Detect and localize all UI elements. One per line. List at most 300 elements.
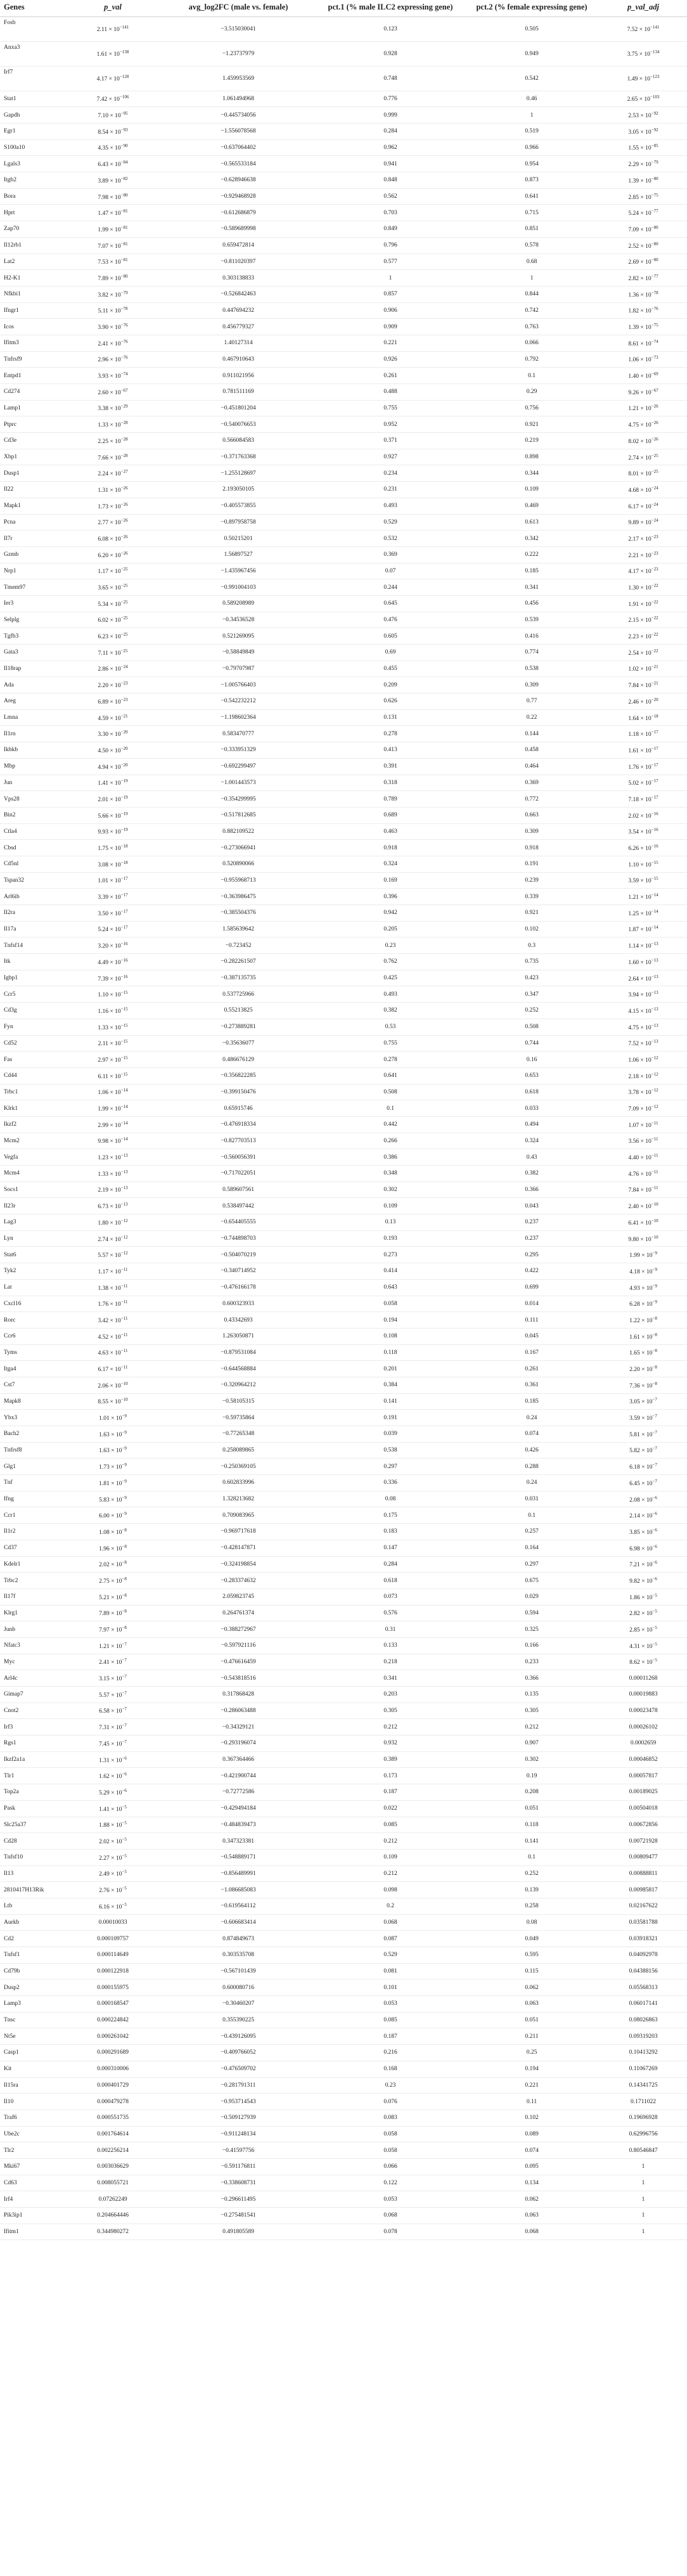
p-val-cell: $5.24 \times 10^{-17}$	[66, 921, 160, 937]
table-row	[0, 91, 687, 107]
p-val-cell: $5.11 \times 10^{-78}$	[66, 302, 160, 319]
p-val-cell: $2.11 \times 10^{-141}$	[66, 16, 160, 41]
table-row	[0, 1344, 687, 1361]
gene-cell: Stat6	[0, 1247, 66, 1263]
p-val-cell: $1.76 \times 10^{-11}$	[66, 1296, 160, 1312]
pct2-cell: 0.309	[464, 823, 600, 840]
avg-log2fc-cell: 1.061494968	[160, 91, 317, 107]
gene-cell: Il23r	[0, 1198, 66, 1214]
gene-cell: Il2ra	[0, 905, 66, 922]
p-val-cell: 0.00010033	[66, 1914, 160, 1931]
pct1-cell: 0.23	[317, 937, 464, 954]
header-pct1: pct.1 (% male ILC2 expressing gene)	[317, 0, 464, 16]
table-row	[0, 107, 687, 124]
avg-log2fc-cell: −0.606683414	[160, 1914, 317, 1931]
avg-log2fc-cell: −0.293196074	[160, 1736, 317, 1752]
table-row	[0, 937, 687, 954]
avg-log2fc-cell: −0.504070219	[160, 1247, 317, 1263]
p-val-cell: $7.39 \times 10^{-16}$	[66, 970, 160, 986]
avg-log2fc-cell: −0.953714543	[160, 2094, 317, 2110]
p-val-adj-cell: 0.19696928	[600, 2109, 687, 2126]
gene-cell: Zap70	[0, 221, 66, 238]
pct1-cell: 0.201	[317, 1361, 464, 1377]
pct1-cell: 0.169	[317, 872, 464, 889]
p-val-cell: $1.63 \times 10^{-9}$	[66, 1426, 160, 1443]
pct1-cell: 0.123	[317, 16, 464, 41]
p-val-cell: $1.33 \times 10^{-28}$	[66, 416, 160, 433]
table-row	[0, 954, 687, 970]
p-val-cell: $2.75 \times 10^{-8}$	[66, 1573, 160, 1589]
pct1-cell: 0.389	[317, 1751, 464, 1768]
pct2-cell: 0.538	[464, 660, 600, 677]
avg-log2fc-cell: −0.363986475	[160, 889, 317, 905]
table-row	[0, 1393, 687, 1410]
avg-log2fc-cell: −0.540076653	[160, 416, 317, 433]
avg-log2fc-cell: −0.421900744	[160, 1768, 317, 1784]
table-row	[0, 41, 687, 66]
pct2-cell: 0.239	[464, 872, 600, 889]
gene-cell: Il1rn	[0, 726, 66, 742]
gene-cell: Lamp3	[0, 1996, 66, 2012]
gene-cell: Nt5e	[0, 2028, 66, 2045]
avg-log2fc-cell: −0.897958758	[160, 514, 317, 531]
pct1-cell: 0.748	[317, 66, 464, 91]
p-val-adj-cell: $8.62 \times 10^{-5}$	[600, 1654, 687, 1670]
p-val-cell: $8.55 \times 10^{-10}$	[66, 1393, 160, 1410]
pct2-cell: 0.594	[464, 1605, 600, 1621]
pct1-cell: 0.386	[317, 1149, 464, 1166]
table-row	[0, 2061, 687, 2077]
pct2-cell: 0.257	[464, 1524, 600, 1540]
pct2-cell: 0.344	[464, 465, 600, 482]
table-row	[0, 791, 687, 808]
p-val-cell: $2.24 \times 10^{-27}$	[66, 465, 160, 482]
pct2-cell: 0.508	[464, 1019, 600, 1035]
avg-log2fc-cell: 0.520890066	[160, 856, 317, 872]
pct1-cell: 0.382	[317, 1003, 464, 1019]
p-val-adj-cell: $7.18 \times 10^{-17}$	[600, 791, 687, 808]
gene-cell: Mki67	[0, 2158, 66, 2175]
pct1-cell: 0.261	[317, 368, 464, 384]
avg-log2fc-cell: −0.58849849	[160, 645, 317, 661]
p-val-adj-cell: $7.52 \times 10^{-13}$	[600, 1035, 687, 1052]
pct2-cell: 0.382	[464, 1166, 600, 1182]
p-val-cell: $1.06 \times 10^{-14}$	[66, 1084, 160, 1100]
p-val-cell: $6.08 \times 10^{-26}$	[66, 531, 160, 547]
table-row	[0, 1426, 687, 1443]
avg-log2fc-cell: −0.476918334	[160, 1116, 317, 1133]
table-row	[0, 1182, 687, 1198]
avg-log2fc-cell: −0.388272967	[160, 1621, 317, 1638]
table-row	[0, 2094, 687, 2110]
pct1-cell: 0.221	[317, 335, 464, 351]
p-val-cell: 0.000224842	[66, 2012, 160, 2028]
p-val-adj-cell: $6.45 \times 10^{-7}$	[600, 1475, 687, 1491]
pct1-cell: 0.058	[317, 1296, 464, 1312]
p-val-adj-cell: 0.00504018	[600, 1800, 687, 1817]
pct2-cell: 0.324	[464, 1133, 600, 1149]
table-row	[0, 709, 687, 726]
pct1-cell: 0.058	[317, 2126, 464, 2142]
table-row	[0, 237, 687, 254]
pct1-cell: 0.205	[317, 921, 464, 937]
pct1-cell: 0.776	[317, 91, 464, 107]
pct1-cell: 0.529	[317, 1947, 464, 1964]
pct2-cell: 1	[464, 107, 600, 124]
gene-cell: Junb	[0, 1621, 66, 1638]
avg-log2fc-cell: −0.59735864	[160, 1410, 317, 1426]
p-val-cell: 0.000401729	[66, 2077, 160, 2094]
p-val-cell: $1.63 \times 10^{-9}$	[66, 1442, 160, 1459]
p-val-cell: $3.30 \times 10^{-20}$	[66, 726, 160, 742]
avg-log2fc-cell: −0.644568884	[160, 1361, 317, 1377]
avg-log2fc-cell: −0.354299995	[160, 791, 317, 808]
pct1-cell: 0.928	[317, 41, 464, 66]
avg-log2fc-cell: 0.55213825	[160, 1003, 317, 1019]
table-row	[0, 1279, 687, 1296]
gene-cell: Cd274	[0, 384, 66, 401]
p-val-cell: $7.10 \times 10^{-95}$	[66, 107, 160, 124]
pct2-cell: 0.109	[464, 482, 600, 498]
pct2-cell: 0.325	[464, 1621, 600, 1638]
p-val-cell: $1.17 \times 10^{-25}$	[66, 563, 160, 579]
avg-log2fc-cell: −0.591176811	[160, 2158, 317, 2175]
pct1-cell: 0.755	[317, 1035, 464, 1052]
p-val-cell: $1.10 \times 10^{-15}$	[66, 986, 160, 1003]
p-val-cell: $1.81 \times 10^{-9}$	[66, 1475, 160, 1491]
table-row	[0, 905, 687, 922]
pct1-cell: 0.999	[317, 107, 464, 124]
gene-cell: Arl4c	[0, 1670, 66, 1687]
pct1-cell: 0.234	[317, 465, 464, 482]
gene-cell: Tlr2	[0, 2142, 66, 2159]
gene-cell: Bin2	[0, 807, 66, 823]
pct2-cell: 0.258	[464, 1898, 600, 1914]
avg-log2fc-cell: 0.50215201	[160, 531, 317, 547]
table-row	[0, 465, 687, 482]
avg-log2fc-cell: 2.193050105	[160, 482, 317, 498]
p-val-adj-cell: 0.02167622	[600, 1898, 687, 1914]
pct1-cell: 0.108	[317, 1328, 464, 1344]
p-val-adj-cell: $4.93 \times 10^{-9}$	[600, 1279, 687, 1296]
pct1-cell: 0.297	[317, 1459, 464, 1475]
avg-log2fc-cell: 0.467910643	[160, 351, 317, 368]
p-val-cell: $7.66 \times 10^{-28}$	[66, 449, 160, 465]
p-val-cell: $7.31 \times 10^{-7}$	[66, 1719, 160, 1736]
pct1-cell: 0.605	[317, 628, 464, 645]
table-row	[0, 986, 687, 1003]
gene-cell: Lmna	[0, 709, 66, 726]
avg-log2fc-cell: −0.589689998	[160, 221, 317, 238]
avg-log2fc-cell: −0.405573855	[160, 498, 317, 514]
table-row	[0, 1035, 687, 1052]
p-val-adj-cell: 0.80546847	[600, 2142, 687, 2159]
pct1-cell: 0.848	[317, 172, 464, 189]
gene-cell: Fosb	[0, 16, 66, 41]
pct2-cell: 0.966	[464, 139, 600, 156]
p-val-adj-cell: $7.21 \times 10^{-6}$	[600, 1556, 687, 1573]
p-val-adj-cell: $7.52 \times 10^{-141}$	[600, 16, 687, 41]
p-val-cell: 0.008055721	[66, 2175, 160, 2191]
avg-log2fc-cell: −1.556078568	[160, 124, 317, 140]
pct2-cell: 0.29	[464, 384, 600, 401]
pct1-cell: 0.085	[317, 2012, 464, 2028]
p-val-adj-cell: $4.40 \times 10^{-11}$	[600, 1149, 687, 1166]
p-val-adj-cell: $1.10 \times 10^{-15}$	[600, 856, 687, 872]
p-val-cell: $4.35 \times 10^{-90}$	[66, 139, 160, 156]
p-val-adj-cell: $2.65 \times 10^{-103}$	[600, 91, 687, 107]
p-val-cell: $1.73 \times 10^{-9}$	[66, 1459, 160, 1475]
pct2-cell: 0.954	[464, 156, 600, 172]
gene-cell: Myc	[0, 1654, 66, 1670]
pct2-cell: 0.1	[464, 368, 600, 384]
gene-cell: Trbc1	[0, 1084, 66, 1100]
table-row	[0, 286, 687, 302]
p-val-cell: $1.23 \times 10^{-13}$	[66, 1149, 160, 1166]
gene-cell: Itga4	[0, 1361, 66, 1377]
gene-cell: Il17f	[0, 1588, 66, 1605]
gene-cell: Lyn	[0, 1230, 66, 1247]
p-val-adj-cell: $3.59 \times 10^{-7}$	[600, 1410, 687, 1426]
pct2-cell: 0.211	[464, 2028, 600, 2045]
gene-cell: Mapk8	[0, 1393, 66, 1410]
pct1-cell: 0.703	[317, 205, 464, 221]
avg-log2fc-cell: −0.250369105	[160, 1459, 317, 1475]
pct1-cell: 0.085	[317, 1817, 464, 1833]
header-genes: Genes	[0, 0, 66, 16]
p-val-cell: $1.01 \times 10^{-9}$	[66, 1410, 160, 1426]
table-row	[0, 563, 687, 579]
gene-cell: Tlr1	[0, 1768, 66, 1784]
table-row	[0, 970, 687, 986]
avg-log2fc-cell: 0.367364466	[160, 1751, 317, 1768]
avg-log2fc-cell: 0.355390225	[160, 2012, 317, 2028]
p-val-cell: $4.50 \times 10^{-20}$	[66, 742, 160, 759]
pct2-cell: 0.505	[464, 16, 600, 41]
gene-cell: Tnfsf1	[0, 1947, 66, 1964]
p-val-adj-cell: $4.75 \times 10^{-13}$	[600, 1019, 687, 1035]
gene-cell: Ifng	[0, 1491, 66, 1507]
avg-log2fc-cell: 0.566084583	[160, 433, 317, 449]
p-val-cell: $3.38 \times 10^{-29}$	[66, 400, 160, 416]
avg-log2fc-cell: −0.517812685	[160, 807, 317, 823]
p-val-cell: $3.93 \times 10^{-74}$	[66, 368, 160, 384]
table-row	[0, 1751, 687, 1768]
avg-log2fc-cell: −1.23737979	[160, 41, 317, 66]
pct2-cell: 0.095	[464, 2158, 600, 2175]
p-val-cell: 0.002256214	[66, 2142, 160, 2159]
p-val-cell: $7.98 \times 10^{-80}$	[66, 188, 160, 205]
table-row	[0, 1263, 687, 1280]
gene-cell: Cd5nl	[0, 856, 66, 872]
gene-cell: Irf4	[0, 2191, 66, 2208]
pct1-cell: 0.098	[317, 1882, 464, 1898]
p-val-adj-cell: $1.49 \times 10^{-123}$	[600, 66, 687, 91]
p-val-adj-cell: $2.29 \times 10^{-79}$	[600, 156, 687, 172]
gene-cell: Mapk1	[0, 498, 66, 514]
p-val-cell: $1.01 \times 10^{-17}$	[66, 872, 160, 889]
pct1-cell: 0.183	[317, 1524, 464, 1540]
p-val-cell: $2.99 \times 10^{-14}$	[66, 1116, 160, 1133]
avg-log2fc-cell: −0.476616459	[160, 1654, 317, 1670]
gene-cell: S100a10	[0, 139, 66, 156]
table-row	[0, 1654, 687, 1670]
gene-cell: Klrk1	[0, 1100, 66, 1117]
table-row	[0, 221, 687, 238]
avg-log2fc-cell: −0.811020397	[160, 254, 317, 270]
table-row	[0, 1882, 687, 1898]
pct1-cell: 0.23	[317, 2077, 464, 2094]
gene-cell: Lat	[0, 1279, 66, 1296]
pct2-cell: 0.873	[464, 172, 600, 189]
table-row	[0, 1980, 687, 1996]
pct1-cell: 0.081	[317, 1963, 464, 1980]
avg-log2fc-cell: 1.263050871	[160, 1328, 317, 1344]
pct2-cell: 0.675	[464, 1573, 600, 1589]
table-header-row	[0, 0, 687, 16]
p-val-adj-cell: 0.00057817	[600, 1768, 687, 1784]
pct2-cell: 0.115	[464, 1963, 600, 1980]
gene-cell: Pik3ip1	[0, 2208, 66, 2224]
pct2-cell: 0.458	[464, 742, 600, 759]
pct1-cell: 0.284	[317, 124, 464, 140]
table-row	[0, 2191, 687, 2208]
gene-cell: Cd52	[0, 1035, 66, 1052]
p-val-adj-cell: $5.81 \times 10^{-7}$	[600, 1426, 687, 1443]
p-val-cell: $6.00 \times 10^{-9}$	[66, 1507, 160, 1524]
pct1-cell: 0.341	[317, 1670, 464, 1687]
table-row	[0, 400, 687, 416]
p-val-adj-cell: $1.21 \times 10^{-26}$	[600, 400, 687, 416]
table-row	[0, 172, 687, 189]
pct2-cell: 0.68	[464, 254, 600, 270]
table-row	[0, 758, 687, 775]
pct1-cell: 0.909	[317, 319, 464, 335]
avg-log2fc-cell: −0.340714952	[160, 1263, 317, 1280]
avg-log2fc-cell: −0.612686879	[160, 205, 317, 221]
p-val-adj-cell: $3.05 \times 10^{-92}$	[600, 124, 687, 140]
gene-cell: Tyk2	[0, 1263, 66, 1280]
gene-cell: Areg	[0, 693, 66, 710]
p-val-adj-cell: 0.62996756	[600, 2126, 687, 2142]
table-row	[0, 302, 687, 319]
pct2-cell: 0.921	[464, 416, 600, 433]
p-val-adj-cell: 1	[600, 2191, 687, 2208]
gene-cell: Vegfa	[0, 1149, 66, 1166]
p-val-adj-cell: $1.22 \times 10^{-8}$	[600, 1312, 687, 1329]
table-row	[0, 156, 687, 172]
p-val-adj-cell: $8.02 \times 10^{-26}$	[600, 433, 687, 449]
table-row	[0, 775, 687, 791]
p-val-adj-cell: 0.00888811	[600, 1865, 687, 1882]
p-val-cell: $1.47 \times 10^{-81}$	[66, 205, 160, 221]
p-val-cell: $1.62 \times 10^{-6}$	[66, 1768, 160, 1784]
table-row	[0, 416, 687, 433]
p-val-cell: $1.31 \times 10^{-26}$	[66, 482, 160, 498]
pct1-cell: 0.022	[317, 1800, 464, 1817]
pct2-cell: 0.063	[464, 2208, 600, 2224]
pct1-cell: 0.789	[317, 791, 464, 808]
table-row	[0, 1621, 687, 1638]
gene-cell: Ccr6	[0, 1328, 66, 1344]
pct2-cell: 0.08	[464, 1914, 600, 1931]
p-val-adj-cell: $1.06 \times 10^{-73}$	[600, 351, 687, 368]
p-val-adj-cell: $6.18 \times 10^{-7}$	[600, 1459, 687, 1475]
pct2-cell: 0.102	[464, 2109, 600, 2126]
pct1-cell: 0.906	[317, 302, 464, 319]
avg-log2fc-cell: 0.456779327	[160, 319, 317, 335]
table-row	[0, 384, 687, 401]
gene-cell: Gapdh	[0, 107, 66, 124]
pct1-cell: 0.529	[317, 514, 464, 531]
pct1-cell: 0.122	[317, 2175, 464, 2191]
pct1-cell: 0.109	[317, 1198, 464, 1214]
p-val-cell: 0.000291689	[66, 2045, 160, 2061]
pct2-cell: 0.139	[464, 1882, 600, 1898]
pct1-cell: 0.068	[317, 1914, 464, 1931]
p-val-cell: $1.99 \times 10^{-81}$	[66, 221, 160, 238]
table-row	[0, 1524, 687, 1540]
gene-cell: Ifitm3	[0, 335, 66, 351]
pct2-cell: 0.074	[464, 2142, 600, 2159]
pct1-cell: 0.626	[317, 693, 464, 710]
table-row	[0, 2077, 687, 2094]
pct2-cell: 0.19	[464, 1768, 600, 1784]
pct1-cell: 0.133	[317, 1637, 464, 1654]
pct1-cell: 0.493	[317, 498, 464, 514]
pct2-cell: 0.062	[464, 1980, 600, 1996]
gene-cell: Tspan32	[0, 872, 66, 889]
pct2-cell: 0.921	[464, 905, 600, 922]
gene-cell: Ier3	[0, 595, 66, 612]
pct1-cell: 0.455	[317, 660, 464, 677]
p-val-adj-cell: $1.25 \times 10^{-14}$	[600, 905, 687, 922]
gene-cell: Nfkbi1	[0, 286, 66, 302]
avg-log2fc-cell: −0.929468928	[160, 188, 317, 205]
avg-log2fc-cell: −0.286063488	[160, 1703, 317, 1719]
table-row	[0, 1963, 687, 1980]
avg-log2fc-cell: −3.515030041	[160, 16, 317, 41]
gene-cell: Ikzf2a1a	[0, 1751, 66, 1768]
table-row	[0, 124, 687, 140]
p-val-cell: $2.97 \times 10^{-15}$	[66, 1052, 160, 1068]
pct2-cell: 0.302	[464, 1751, 600, 1768]
table-row	[0, 1931, 687, 1947]
gene-cell: Ptprc	[0, 416, 66, 433]
pct1-cell: 0.576	[317, 1605, 464, 1621]
gene-cell: Tnsc	[0, 2012, 66, 2028]
p-val-adj-cell: $5.82 \times 10^{-7}$	[600, 1442, 687, 1459]
pct2-cell: 0.907	[464, 1736, 600, 1752]
p-val-cell: 0.204664446	[66, 2208, 160, 2224]
gene-cell: Il10	[0, 2094, 66, 2110]
avg-log2fc-cell: −0.296611495	[160, 2191, 317, 2208]
pct2-cell: 0.663	[464, 807, 600, 823]
table-row	[0, 335, 687, 351]
pct2-cell: 0.051	[464, 1800, 600, 1817]
header-p-val-adj: p_val_adj	[600, 0, 687, 16]
gene-cell: Cnot2	[0, 1703, 66, 1719]
p-val-adj-cell: $2.52 \times 10^{-80}$	[600, 237, 687, 254]
p-val-cell: 0.000155975	[66, 1980, 160, 1996]
gene-cell: Trbc2	[0, 1573, 66, 1589]
p-val-adj-cell: $1.60 \times 10^{-13}$	[600, 954, 687, 970]
gene-cell: Entpd1	[0, 368, 66, 384]
table-row	[0, 1296, 687, 1312]
pct1-cell: 0.073	[317, 1588, 464, 1605]
pct2-cell: 0.222	[464, 546, 600, 563]
gene-cell: Cst7	[0, 1377, 66, 1393]
